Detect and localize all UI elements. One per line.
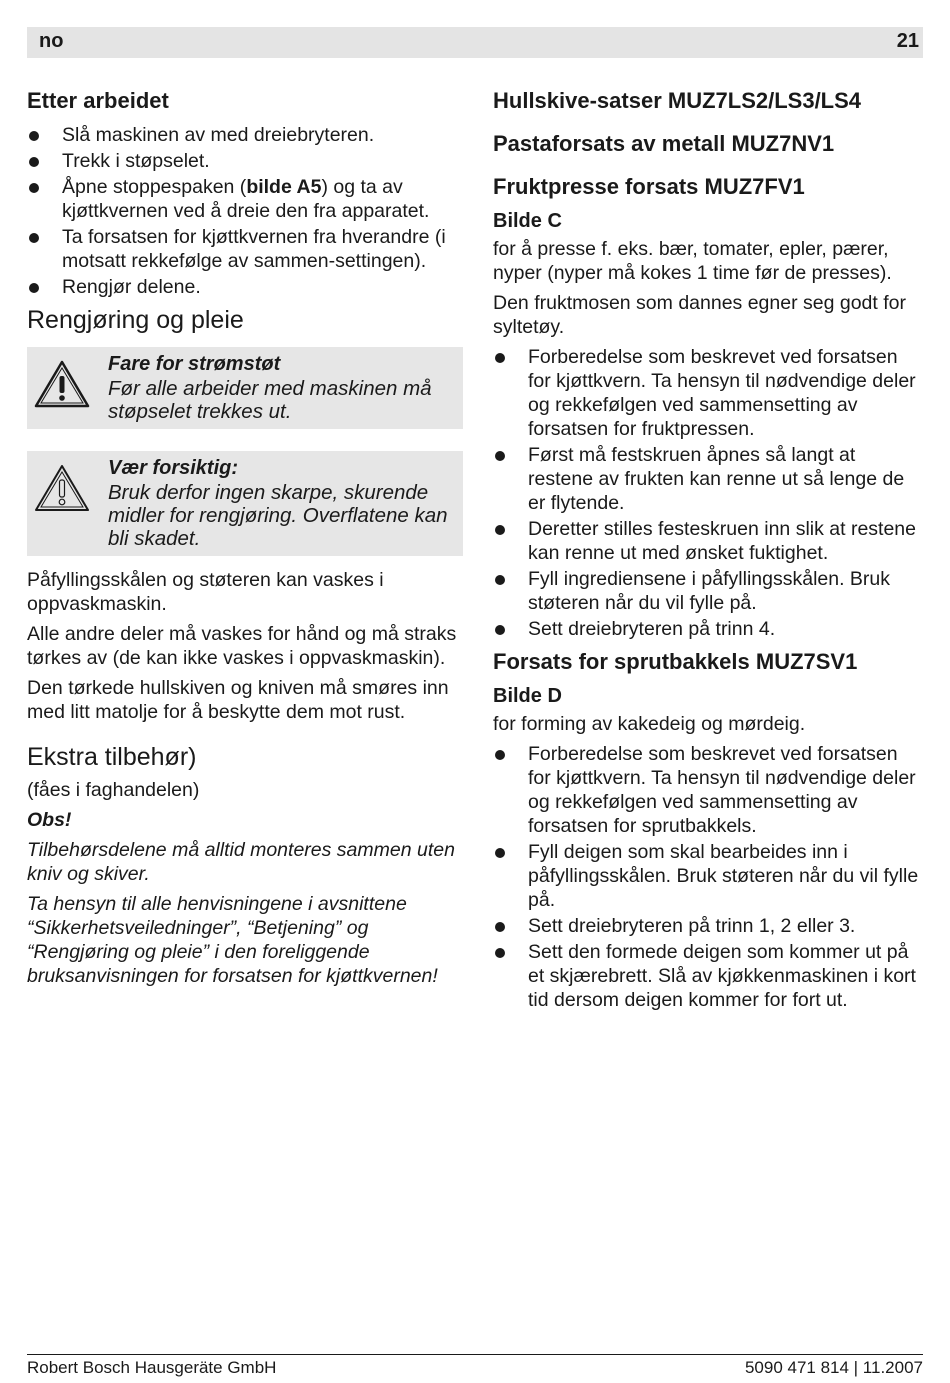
footer-doc-ref: 5090 471 814 | 11.2007 — [744, 1358, 923, 1377]
list-item: Fyll deigen som skal bearbeides inn i påfyllingsskålen. Bruk støteren når du vil fylle på. — [493, 840, 925, 912]
list-item: Åpne stoppespaken (bilde A5) og ta av kjøttkvernen ved å dreie den fra apparatet. — [27, 175, 463, 223]
figure-label: Bilde C — [493, 210, 562, 232]
list-item: Slå maskinen av med dreiebryteren. — [27, 123, 463, 147]
footer-company: Robert Bosch Hausgeräte GmbH — [27, 1358, 277, 1377]
italic-note: Tilbehørsdelene må alltid monteres sammen uten kniv og skiver. — [27, 839, 455, 885]
list-item: Trekk i støpselet. — [27, 149, 463, 173]
figure-reference: bilde A5 — [246, 176, 322, 198]
subtitle: (fåes i faghandelen) — [27, 779, 200, 801]
list-item: Ta forsatsen for kjøttkvernen fra hverandre (i motsatt rekkefølge av sammen-settingen). — [27, 225, 463, 273]
list-item: Først må festskruen åpnes så langt at restene av frukten kan renne ut så lenge de er flytende. — [493, 443, 925, 515]
figure-label: Bilde D — [493, 685, 562, 707]
warning-box-caution — [27, 451, 463, 556]
list-item: Sett den formede deigen som kommer ut på et skjærebrett. Slå av kjøkkenmaskinen i kort tid dersom deigen kommer for fort ut. — [493, 940, 925, 1012]
obs-label: Obs! — [27, 809, 72, 831]
sprutbakkels-list — [493, 742, 925, 1012]
fruktpresse-list — [493, 345, 925, 641]
warning-triangle-icon — [33, 359, 91, 409]
list-item: Forberedelse som beskrevet ved forsatsen for kjøttkvern. Ta hensyn til nødvendige deler og rekkefølgen ved sammensetting av forsatsen for fruktpressen. — [493, 345, 925, 441]
left-column — [27, 86, 463, 994]
page-number: 21 — [896, 30, 919, 52]
warning-title: Vær forsiktig: — [108, 457, 239, 479]
list-item: Fyll ingrediensene i påfyllingsskålen. Bruk støteren når du vil fylle på. — [493, 567, 925, 615]
list-item: Deretter stilles festeskruen inn slik at restene kan renne ut med ønsket fuktighet. — [493, 517, 925, 565]
warning-box-electric-shock — [27, 347, 463, 429]
right-column — [493, 86, 925, 1018]
list-item: Sett dreiebryteren på trinn 1, 2 eller 3. — [493, 914, 925, 938]
warning-triangle-icon — [33, 463, 91, 513]
list-item: Rengjør delene. — [27, 275, 463, 299]
paragraph: Den fruktmosen som dannes egner seg godt for syltetøy. — [493, 292, 906, 338]
warning-text: Før alle arbeider med maskinen må støpselet trekkes ut. — [108, 377, 432, 423]
warning-text: Bruk derfor ingen skarpe, skurende midler for rengjøring. Overflatene kan bli skadet. — [108, 481, 448, 550]
etter-arbeidet-list — [27, 123, 463, 299]
heading-ekstra-tilbehor: Ekstra tilbehør) — [27, 743, 197, 771]
paragraph: Påfyllingsskålen og støteren kan vaskes i oppvaskmaskin. — [27, 569, 384, 615]
heading-pastaforsats: Pastaforsats av metall MUZ7NV1 — [493, 131, 835, 156]
paragraph: for å presse f. eks. bær, tomater, epler, pærer, nyper (nyper må kokes 1 time før de presses). — [493, 238, 892, 284]
list-item: Forberedelse som beskrevet ved forsatsen for kjøttkvern. Ta hensyn til nødvendige deler og rekkefølgen ved sammensetting av forsatsen for sprutbakkels. — [493, 742, 925, 838]
page-header — [27, 27, 923, 58]
heading-etter-arbeidet: Etter arbeidet — [27, 88, 169, 113]
italic-note: Ta hensyn til alle henvisningene i avsnittene “Sikkerhetsveiledninger”, “Betjening” og “Rengjøring og pleie” i den foreliggende bruksanvisningen for forsatsen for kjøttkvernen! — [27, 893, 438, 987]
paragraph: Den tørkede hullskiven og kniven må smøres inn med litt matolje for å beskytte dem mot rust. — [27, 677, 449, 723]
warning-title: Fare for strømstøt — [108, 353, 281, 375]
heading-hullskive: Hullskive-satser MUZ7LS2/LS3/LS4 — [493, 88, 862, 113]
paragraph: for forming av kakedeig og mørdeig. — [493, 713, 806, 735]
heading-fruktpresse: Fruktpresse forsats MUZ7FV1 — [493, 174, 805, 199]
heading-rengjoring: Rengjøring og pleie — [27, 306, 244, 334]
footer-divider — [27, 1354, 923, 1355]
paragraph: Alle andre deler må vaskes for hånd og må straks tørkes av (de kan ikke vaskes i oppvaskmaskin). — [27, 623, 457, 669]
list-item: Sett dreiebryteren på trinn 4. — [493, 617, 925, 641]
heading-sprutbakkels: Forsats for sprutbakkels MUZ7SV1 — [493, 649, 858, 674]
language-code: no — [39, 30, 64, 52]
